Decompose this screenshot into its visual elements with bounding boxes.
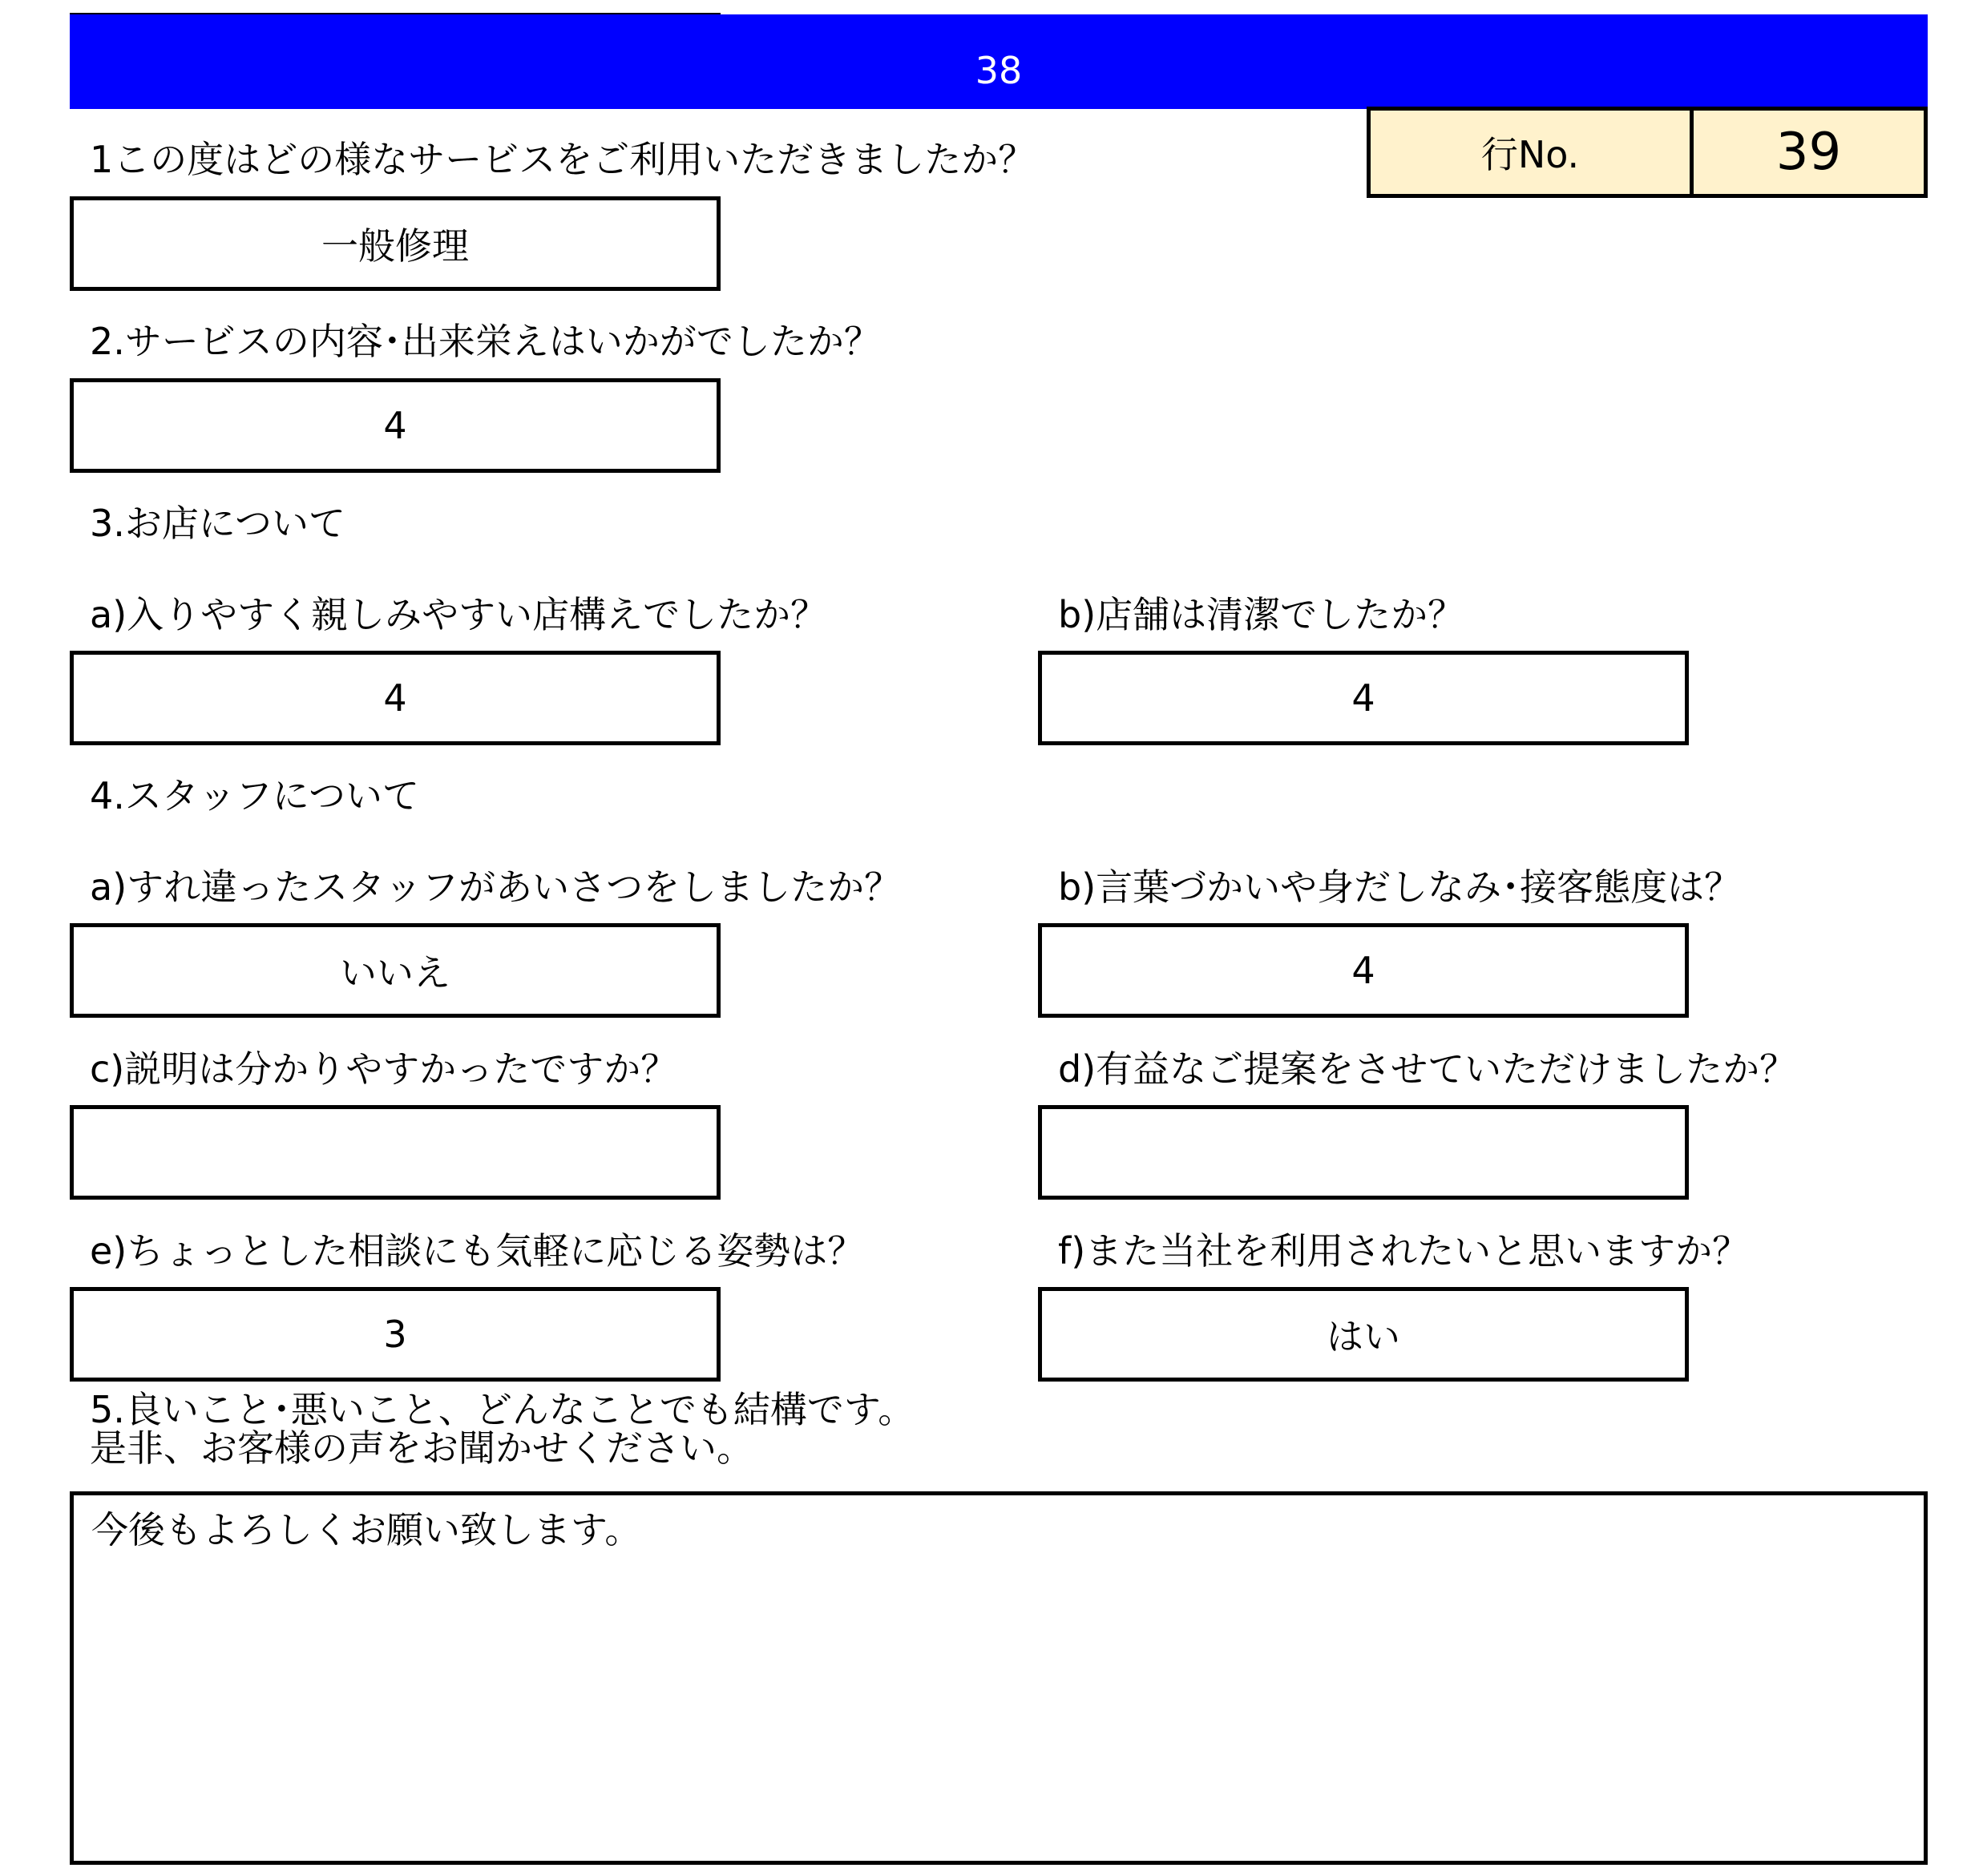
q4c-answer-field[interactable] (70, 1105, 721, 1200)
q3a-answer-field[interactable]: 4 (70, 651, 721, 745)
row-no-value: 39 (1690, 107, 1928, 198)
q2-question: 2.サービスの内容･出来栄えはいかがでしたか？ (90, 320, 881, 363)
header-number: 38 (975, 49, 1023, 92)
q5-question-line-1: 5.良いこと･悪いこと、どんなことでも結構です。 (90, 1388, 915, 1431)
q5-comment-text: 今後もよろしくお願い致します。 (91, 1508, 642, 1551)
q4d-answer-field[interactable] (1038, 1105, 1689, 1200)
q4d-question: d)有益なご提案をさせていただけましたか？ (1058, 1047, 1797, 1091)
q4f-question: f)また当社を利用されたいと思いますか？ (1058, 1229, 1750, 1273)
q5-comment-field[interactable] (70, 1491, 1928, 1865)
q3b-answer-field[interactable]: 4 (1038, 651, 1689, 745)
q4b-answer-field[interactable]: 4 (1038, 923, 1689, 1018)
q4a-question: a)すれ違ったスタッフがあいさつをしましたか？ (90, 865, 902, 909)
q4b-question: b)言葉づかいや身だしなみ･接客態度は？ (1058, 865, 1742, 909)
q3b-question: b)店舗は清潔でしたか？ (1058, 593, 1465, 636)
q4f-answer-field[interactable]: はい (1038, 1287, 1689, 1382)
q1-question: 1この度はどの様なサービスをご利用いただきましたか？ (90, 138, 1036, 181)
header-bar (70, 14, 1928, 109)
q4e-answer-field[interactable]: 3 (70, 1287, 721, 1382)
q3-heading: 3.お店について (90, 502, 345, 545)
q5-question (90, 1388, 915, 1471)
q2-answer-field[interactable]: 4 (70, 378, 721, 473)
q5-question-line-2: 是非、お客様の声をお聞かせください。 (90, 1426, 753, 1471)
q4-heading: 4.スタッフについて (90, 774, 419, 817)
q3a-question: a)入りやすく親しみやすい店構えでしたか？ (90, 593, 828, 636)
q4e-question: e)ちょっとした相談にも気軽に応じる姿勢は？ (90, 1229, 865, 1273)
q4c-question: c)説明は分かりやすかったですか？ (90, 1047, 678, 1091)
q4a-answer-field[interactable]: いいえ (70, 923, 721, 1018)
row-no-label: 行No. (1367, 107, 1694, 198)
q1-answer-field[interactable]: 一般修理 (70, 196, 721, 291)
